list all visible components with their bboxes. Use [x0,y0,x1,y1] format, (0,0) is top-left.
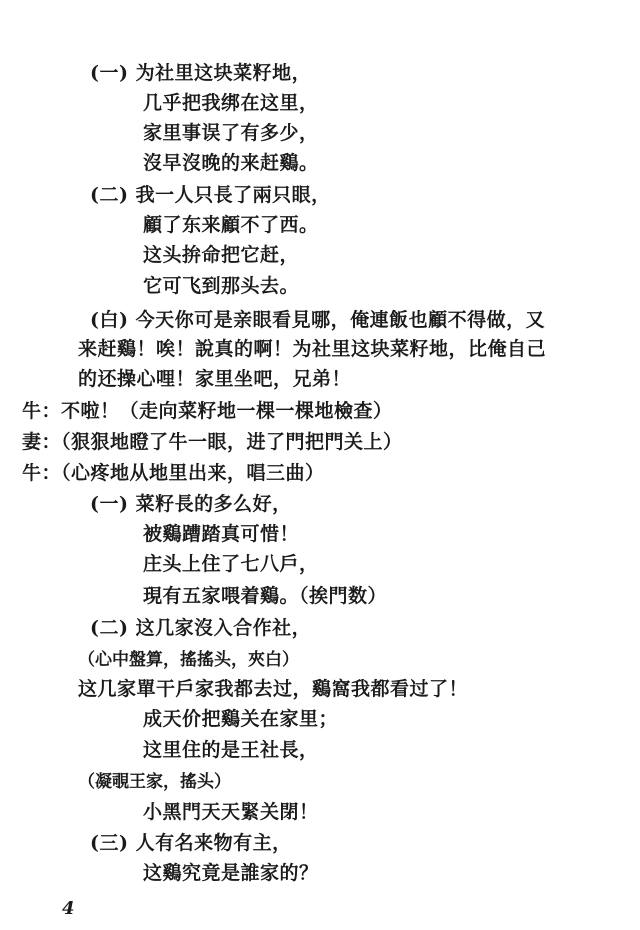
verse-line: (二) 这几家沒入合作社， [90,617,312,639]
verse-line: 庄头上住了七八戶， [143,553,319,575]
dialogue-line: 牛：（心疼地从地里出来，唱三曲） [22,462,325,484]
verse-line: 顧了东来顧不了西。 [143,214,319,236]
prose-line: 这几家單干戶家我都去过，鷄窩我都看过了！ [78,678,469,700]
verse-line: 沒早沒晚的来赶鷄。 [143,152,319,174]
prose-line: (白) 今天你可是亲眼看見哪，俺連飯也顧不得做，又 [90,309,546,331]
verse-line: 成天价把鷄关在家里； [143,708,339,730]
verse-line: (二) 我一人只長了兩只眼， [90,184,331,206]
verse-line: 家里事误了有多少， [143,122,319,144]
page-number: 4 [62,898,76,919]
verse-line: (一) 菜籽長的多么好， [90,493,292,515]
verse-line: 这头拚命把它赶， [143,244,300,266]
verse-line: 这鷄究竟是誰家的？ [143,862,319,884]
dialogue-line: 妻：（狠狠地瞪了牛一眼，进了門把門关上） [22,431,403,453]
prose-line: 来赶鷄！唉！說真的啊！为社里这块菜籽地，比俺自己 [78,338,547,360]
verse-line: 几乎把我绑在这里， [143,92,319,114]
verse-line: 这里住的是王社長， [143,739,319,761]
verse-line: 現有五家喂着鷄。（挨門数） [143,585,388,607]
dialogue-line: 牛：不啦！（走向菜籽地一棵一棵地檢查） [22,400,393,422]
verse-line: 小黑門天天緊关閉！ [143,801,319,823]
prose-line: 的还操心哩！家里坐吧，兄弟！ [78,368,352,390]
verse-line: (三) 人有名来物有主， [90,832,292,854]
stage-direction: （凝覗王家，搖头） [78,772,231,792]
verse-line: 被鷄蹧踏真可惜！ [143,523,300,545]
verse-line: 它可飞到那头去。 [143,275,300,297]
stage-direction: （心中盤算，搖搖头，夾白） [78,650,299,670]
verse-line: (一) 为社里这块菜籽地， [90,62,312,84]
